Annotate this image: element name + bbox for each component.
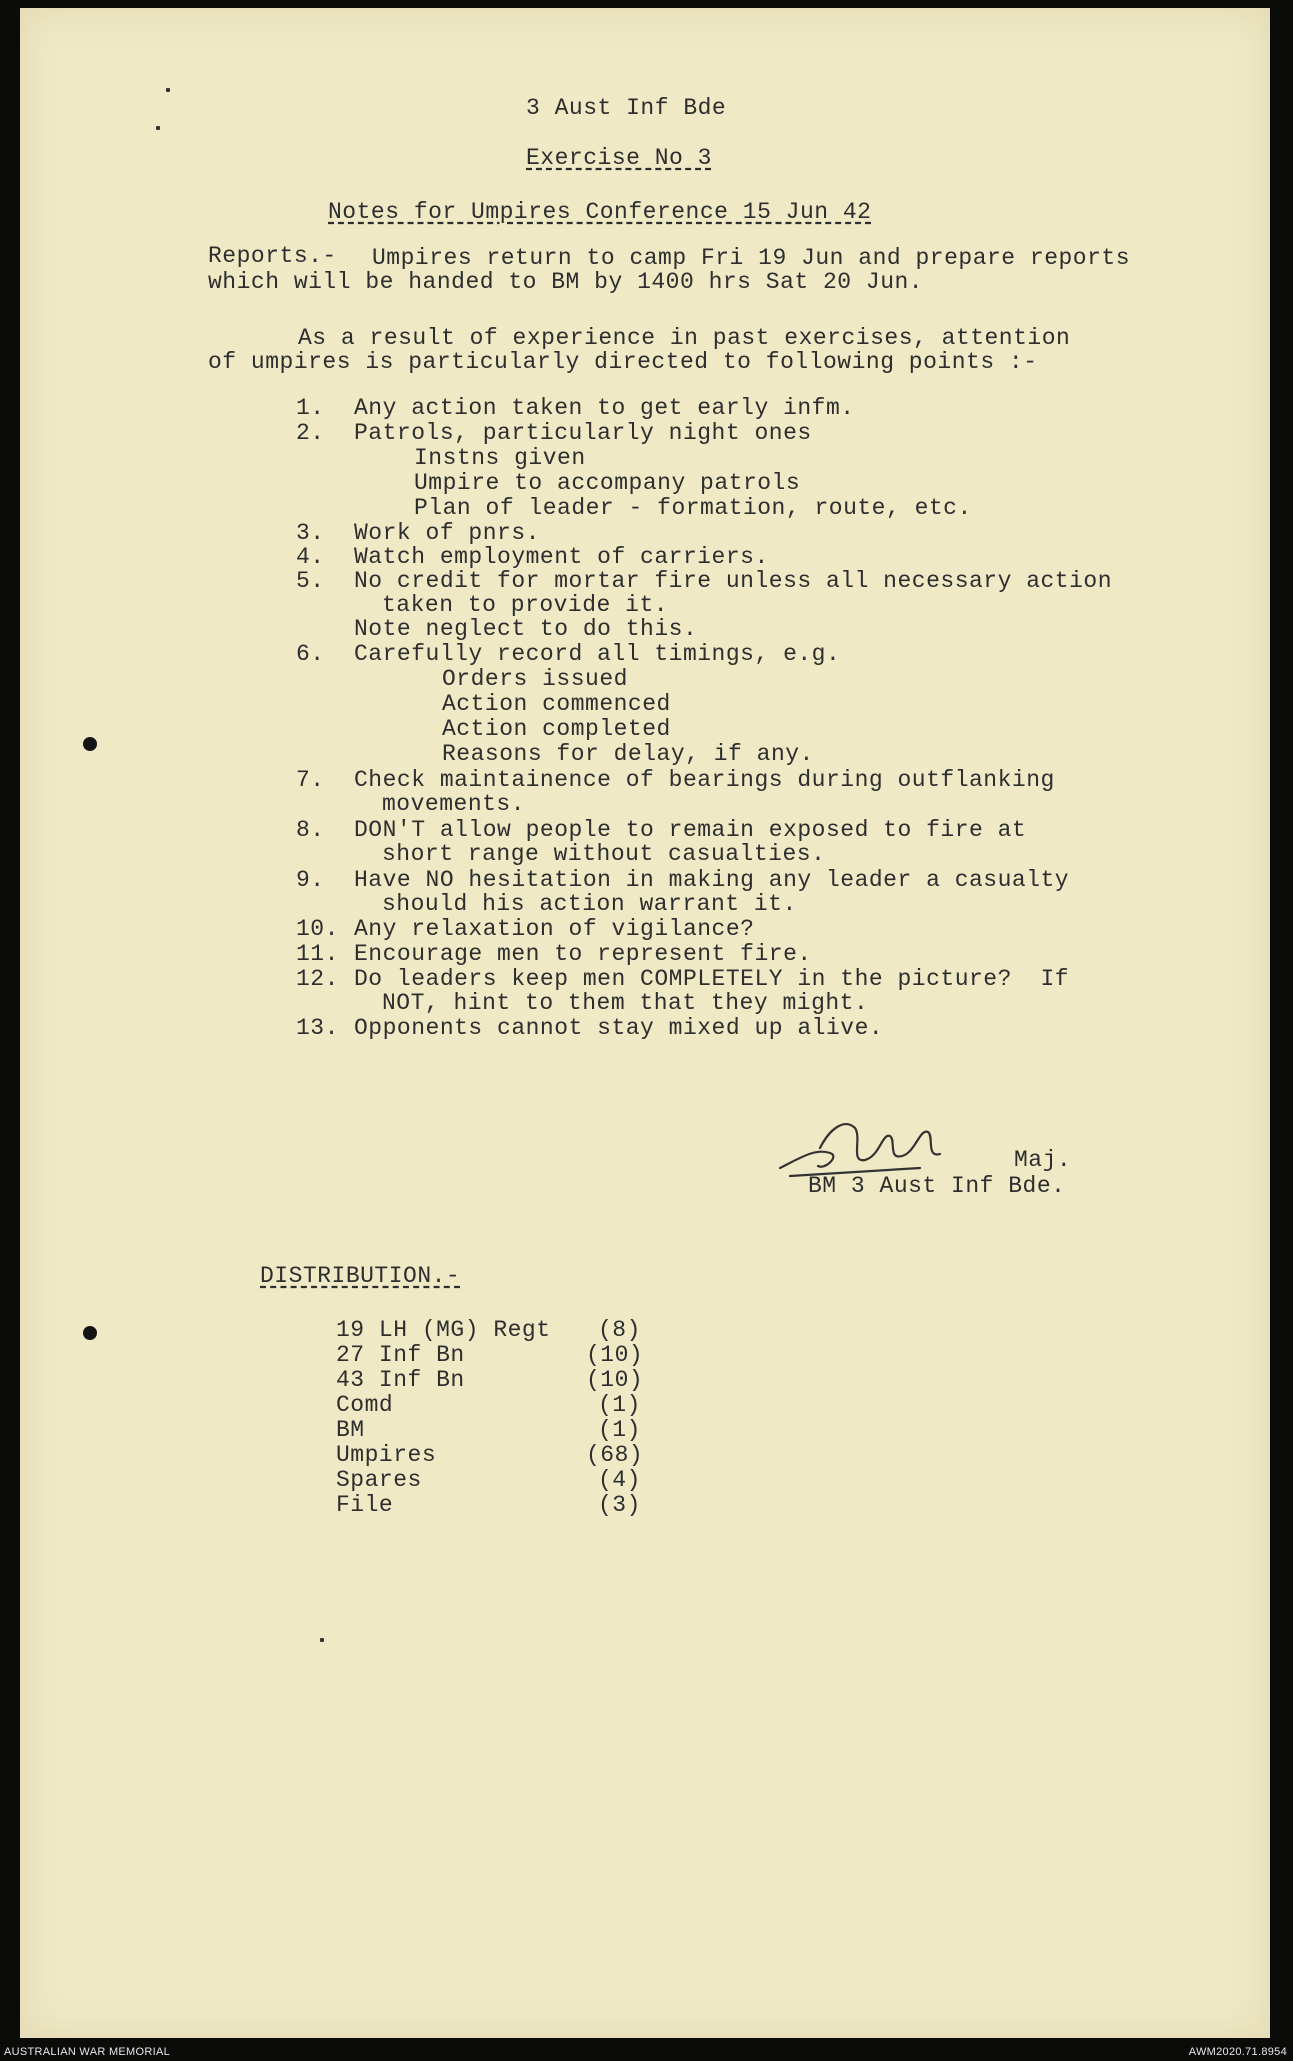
distribution-quantity: (8)	[598, 1317, 641, 1343]
point-number: 1.	[296, 395, 325, 421]
reports-label: Reports.-	[208, 243, 337, 269]
distribution-quantity: (3)	[598, 1492, 641, 1518]
paper-mark	[156, 126, 160, 130]
point-subitem: Umpire to accompany patrols	[414, 470, 801, 496]
distribution-recipient: BM	[336, 1417, 365, 1443]
point-text: Have NO hesitation in making any leader a casualty	[354, 867, 1070, 893]
point-text: Work of pnrs.	[354, 520, 540, 546]
distribution-recipient: File	[336, 1492, 394, 1518]
point-number: 5.	[296, 568, 325, 594]
distribution-recipient: Spares	[336, 1467, 422, 1493]
point-number: 4.	[296, 544, 325, 570]
point-number: 11.	[296, 941, 339, 967]
point-number: 9.	[296, 867, 325, 893]
point-subitem: Plan of leader - formation, route, etc.	[414, 495, 972, 521]
point-number: 6.	[296, 641, 325, 667]
point-subitem: Action completed	[442, 716, 671, 742]
point-number: 12.	[296, 966, 339, 992]
point-text: Check maintainence of bearings during outflanking	[354, 767, 1055, 793]
point-text: Encourage men to represent fire.	[354, 941, 812, 967]
punch-hole-upper	[83, 737, 97, 751]
point-continuation: taken to provide it.	[382, 592, 669, 618]
point-subitem: Instns given	[414, 445, 586, 471]
point-text: Patrols, particularly night ones	[354, 420, 812, 446]
point-text: Watch employment of carriers.	[354, 544, 769, 570]
signature-appointment: BM 3 Aust Inf Bde.	[808, 1173, 1066, 1199]
point-subitem: Orders issued	[442, 666, 628, 692]
point-note: Note neglect to do this.	[354, 616, 698, 642]
point-text: Any relaxation of vigilance?	[354, 916, 755, 942]
archive-accession-number: AWM2020.71.8954	[1188, 2046, 1287, 2058]
point-text: Opponents cannot stay mixed up alive.	[354, 1015, 884, 1041]
point-text: DON'T allow people to remain exposed to fire at	[354, 817, 1027, 843]
intro-line-2: of umpires is particularly directed to following points :-	[208, 349, 1038, 375]
distribution-quantity: (10)	[586, 1367, 644, 1393]
point-number: 2.	[296, 420, 325, 446]
point-number: 8.	[296, 817, 325, 843]
point-text: Do leaders keep men COMPLETELY in the picture? If	[354, 966, 1070, 992]
distribution-quantity: (10)	[586, 1342, 644, 1368]
distribution-quantity: (68)	[586, 1442, 644, 1468]
reports-line-2: which will be handed to BM by 1400 hrs Sat 20 Jun.	[208, 269, 924, 295]
point-number: 13.	[296, 1015, 339, 1041]
point-text: Any action taken to get early infm.	[354, 395, 855, 421]
document-page	[20, 8, 1270, 2038]
paper-mark	[166, 88, 170, 92]
document-title: Notes for Umpires Conference 15 Jun 42	[328, 199, 872, 225]
point-continuation: NOT, hint to them that they might.	[382, 990, 869, 1016]
distribution-quantity: (1)	[598, 1417, 641, 1443]
reports-line-1: Umpires return to camp Fri 19 Jun and prepare reports	[372, 245, 1131, 271]
point-subitem: Reasons for delay, if any.	[442, 741, 814, 767]
point-continuation: movements.	[382, 791, 526, 817]
distribution-recipient: 43 Inf Bn	[336, 1367, 465, 1393]
point-number: 7.	[296, 767, 325, 793]
point-number: 3.	[296, 520, 325, 546]
point-continuation: should his action warrant it.	[382, 891, 797, 917]
signature-rank: Maj.	[1014, 1147, 1072, 1173]
unit-heading: 3 Aust Inf Bde	[526, 95, 727, 121]
distribution-recipient: Umpires	[336, 1442, 437, 1468]
point-number: 10.	[296, 916, 339, 942]
point-text: Carefully record all timings, e.g.	[354, 641, 841, 667]
point-continuation: short range without casualties.	[382, 841, 826, 867]
archive-credit: AUSTRALIAN WAR MEMORIAL	[4, 2046, 171, 2058]
distribution-quantity: (1)	[598, 1392, 641, 1418]
punch-hole-lower	[83, 1326, 97, 1340]
point-subitem: Action commenced	[442, 691, 671, 717]
paper-mark	[320, 1638, 324, 1642]
distribution-recipient: 19 LH (MG) Regt	[336, 1317, 551, 1343]
point-text: No credit for mortar fire unless all necessary action	[354, 568, 1113, 594]
distribution-recipient: Comd	[336, 1392, 394, 1418]
distribution-quantity: (4)	[598, 1467, 641, 1493]
exercise-heading: Exercise No 3	[526, 145, 712, 171]
distribution-recipient: 27 Inf Bn	[336, 1342, 465, 1368]
intro-line-1: As a result of experience in past exercises, attention	[298, 325, 1071, 351]
distribution-heading: DISTRIBUTION.-	[260, 1263, 461, 1289]
